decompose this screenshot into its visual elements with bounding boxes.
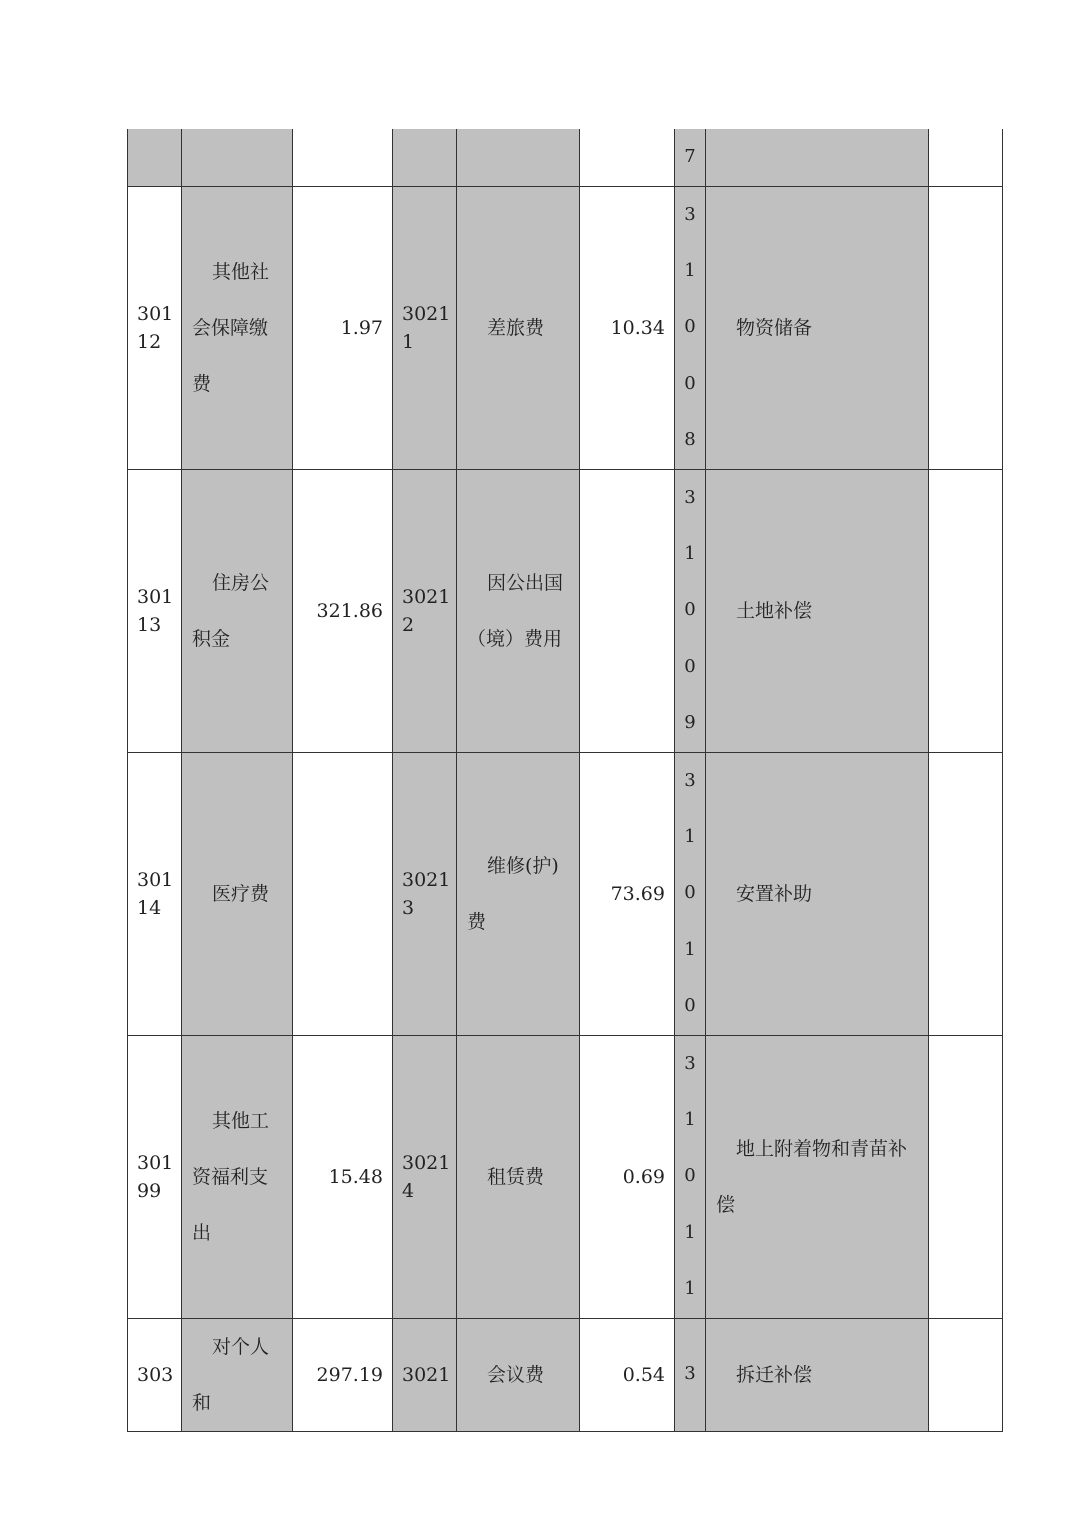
item-name-3: [706, 469, 929, 752]
item-name-2: [457, 129, 580, 186]
item-code-2: [393, 469, 457, 752]
code-text: 30113: [137, 585, 174, 636]
item-name-3: [706, 1035, 929, 1318]
table-row: [128, 186, 1003, 469]
cell-text-line: 会议费: [487, 1363, 545, 1386]
cell-text-line: 拆迁补偿: [736, 1363, 813, 1386]
item-name-2: [457, 186, 580, 469]
code-text: 30211: [402, 302, 451, 353]
code-digit: 0: [684, 372, 696, 394]
code-digit: 1: [684, 825, 696, 847]
code-text: 3021: [402, 1363, 451, 1386]
item-amount-2: [580, 129, 675, 186]
code-digit: 1: [684, 1109, 696, 1130]
cell-text-line: 出: [192, 1221, 212, 1244]
code-digit: 1: [684, 938, 696, 960]
item-code-1: [128, 1035, 182, 1318]
item-name-1: [182, 469, 293, 752]
cell-text-line: 土地补偿: [736, 599, 813, 622]
code-text: 30114: [137, 868, 174, 919]
item-amount-2: [580, 752, 675, 1035]
item-code-3: [675, 1318, 706, 1431]
item-code-1: [128, 1318, 182, 1431]
cell-text-line: 因公出国: [487, 571, 564, 594]
item-code-1: [128, 129, 182, 186]
code-digit: 1: [684, 259, 696, 281]
amount-text: 1.97: [340, 316, 383, 339]
cell-text-line: 物资储备: [736, 316, 813, 339]
item-name-1: [182, 752, 293, 1035]
cell-text-line: 积金: [192, 627, 231, 650]
item-name-3: [706, 752, 929, 1035]
cell-text-line: 差旅费: [487, 316, 545, 339]
cell-text-line: 维修(护): [487, 854, 559, 877]
item-name-2: [457, 1318, 580, 1431]
item-amount-1: [293, 1318, 393, 1431]
table-row: [128, 129, 1003, 186]
item-amount-2: [580, 186, 675, 469]
item-amount-3: [929, 1318, 1003, 1431]
code-digit: 0: [684, 995, 696, 1017]
item-name-1: [182, 186, 293, 469]
item-name-3: [706, 1318, 929, 1431]
code-digit: 3: [684, 203, 696, 225]
item-code-3: [675, 186, 706, 469]
item-name-2: [457, 469, 580, 752]
cell-text-line: 费: [467, 910, 487, 933]
amount-text: 15.48: [328, 1165, 383, 1188]
code-digit: 0: [684, 655, 696, 677]
item-amount-1: [293, 752, 393, 1035]
cell-text-line: 资福利支: [192, 1165, 269, 1188]
code-digit: 3: [684, 486, 696, 508]
item-code-2: [393, 186, 457, 469]
item-name-2: [457, 1035, 580, 1318]
code-text: 30199: [137, 1151, 174, 1202]
budget-expenditure-table: [127, 129, 1003, 1432]
item-amount-1: [293, 1035, 393, 1318]
code-digit: 0: [684, 1165, 696, 1187]
cell-text-line: 安置补助: [736, 882, 813, 905]
item-name-3: [706, 129, 929, 186]
code-digit: 3: [684, 1052, 696, 1074]
cell-text-line: 其他社: [212, 260, 270, 283]
amount-text: 10.34: [610, 316, 665, 339]
code-text: 30213: [402, 868, 451, 919]
cell-text-line: 对个人和: [192, 1335, 270, 1414]
table-row: [128, 1318, 1003, 1431]
cell-text-line: 租赁费: [487, 1165, 545, 1188]
item-code-1: [128, 752, 182, 1035]
item-code-2: [393, 129, 457, 186]
table-row: [128, 469, 1003, 752]
code-text: 303: [137, 1363, 174, 1386]
item-name-1: [182, 1318, 293, 1431]
item-code-1: [128, 186, 182, 469]
item-name-1: [182, 129, 293, 186]
amount-text: 321.86: [316, 599, 383, 622]
item-amount-1: [293, 186, 393, 469]
cell-text-line: 地上附着物和青苗补: [736, 1137, 908, 1160]
table-row: [128, 752, 1003, 1035]
cell-text-line: 会保障缴: [192, 316, 269, 339]
code-text: 30212: [402, 585, 451, 636]
cell-text-line: （境）费用: [467, 627, 563, 650]
code-digit: 0: [684, 316, 696, 338]
item-amount-1: [293, 469, 393, 752]
code-digit: 1: [684, 542, 696, 564]
item-code-3: [675, 129, 706, 186]
item-name-2: [457, 752, 580, 1035]
amount-text: 0.69: [622, 1165, 665, 1188]
code-text: 30214: [402, 1151, 451, 1202]
code-text: 30112: [137, 302, 174, 353]
cell-text-line: 医疗费: [212, 882, 270, 905]
cell-text-line: 费: [192, 372, 212, 395]
item-code-2: [393, 752, 457, 1035]
item-amount-2: [580, 469, 675, 752]
code-digit: 7: [684, 146, 696, 168]
code-digit: 3: [684, 769, 696, 791]
cell-text-line: 偿: [716, 1193, 736, 1216]
item-amount-3: [929, 469, 1003, 752]
cell-text-line: 其他工: [212, 1109, 270, 1132]
item-code-3: [675, 1035, 706, 1318]
code-digit: 8: [684, 429, 696, 451]
item-amount-3: [929, 186, 1003, 469]
code-digit: 0: [684, 599, 696, 621]
item-code-2: [393, 1318, 457, 1431]
table-row: [128, 1035, 1003, 1318]
code-digit: 1: [684, 1278, 696, 1300]
item-amount-3: [929, 1035, 1003, 1318]
cell-text-line: 住房公: [212, 571, 270, 594]
item-amount-3: [929, 129, 1003, 186]
code-digit: 9: [684, 712, 696, 734]
item-name-3: [706, 186, 929, 469]
item-code-1: [128, 469, 182, 752]
amount-text: 0.54: [622, 1363, 665, 1386]
item-code-3: [675, 752, 706, 1035]
item-code-3: [675, 469, 706, 752]
item-code-2: [393, 1035, 457, 1318]
code-digit: 3: [684, 1363, 696, 1385]
item-amount-3: [929, 752, 1003, 1035]
amount-text: 297.19: [316, 1363, 383, 1386]
code-digit: 0: [684, 882, 696, 904]
item-name-1: [182, 1035, 293, 1318]
code-digit: 1: [684, 1221, 696, 1243]
item-amount-2: [580, 1035, 675, 1318]
item-amount-1: [293, 129, 393, 186]
item-amount-2: [580, 1318, 675, 1431]
amount-text: 73.69: [610, 882, 665, 905]
